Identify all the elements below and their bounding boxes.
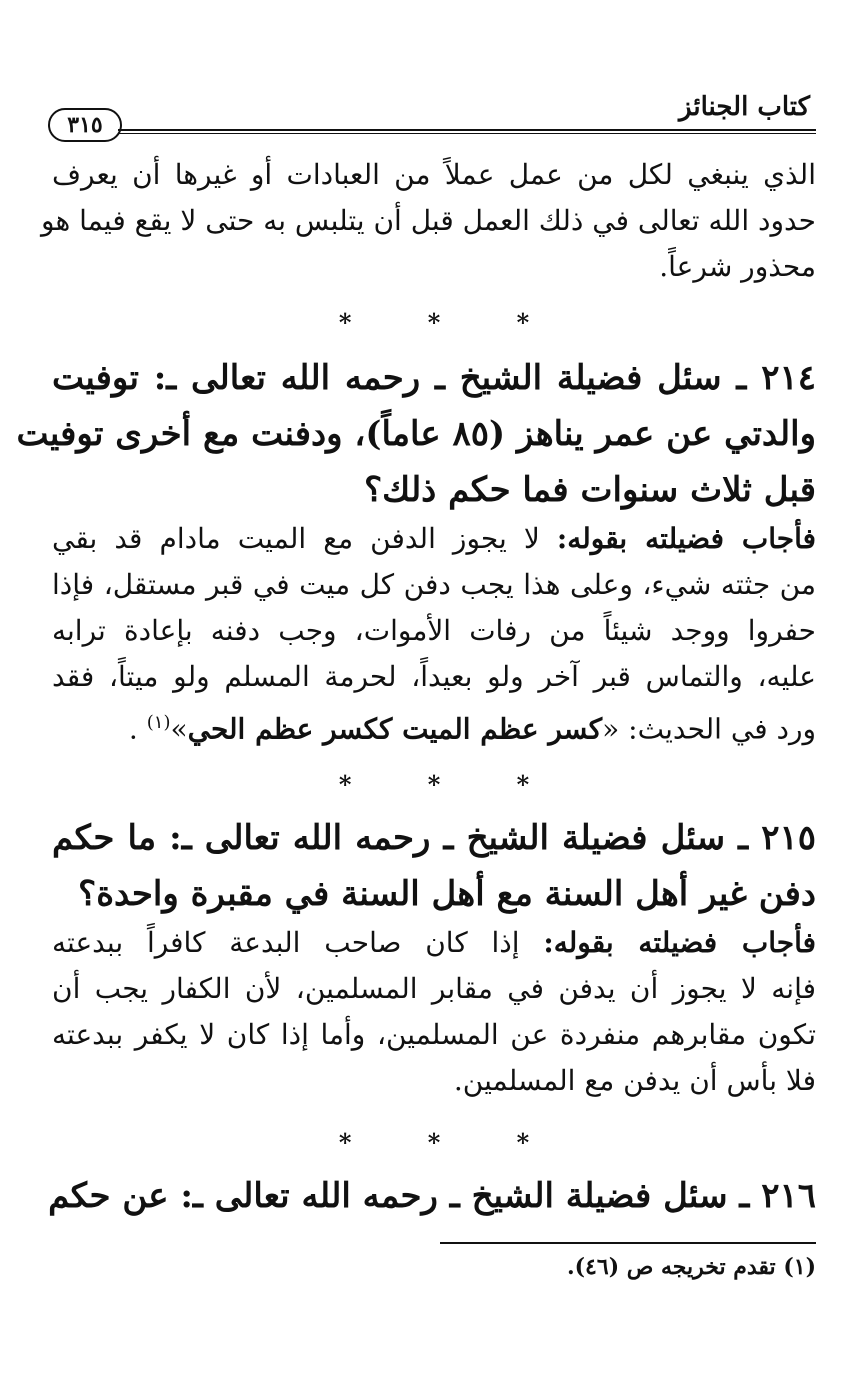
answer-line: فأجاب فضيلته بقوله: لا يجوز الدفن مع الميت مادام قد بقي [52,522,816,555]
question-line: قبل ثلاث سنوات فما حكم ذلك؟ [364,470,816,510]
answer-line: فلا بأس أن يدفن مع المسلمين. [453,1064,816,1097]
page-number: ٣١٥ [48,108,122,142]
footnote: (١) تقدم تخريجه ص (٤٦). [566,1254,816,1280]
question-line: ٢١٦ ـ سئل فضيلة الشيخ ـ رحمه الله تعالى ـ: عن حكم [48,1176,816,1216]
answer-lead: فأجاب فضيلته بقوله: [543,926,816,959]
intro-paragraph [41,152,816,290]
answer-214 [52,516,816,752]
answer-line: عليه، والتماس قبر آخر ولو بعيداً، لحرمة المسلم ولو ميتاً، فقد [52,660,816,693]
header-rule [118,129,816,134]
question-line: ٢١٤ ـ سئل فضيلة الشيخ ـ رحمه الله تعالى ـ: توفيت [52,358,816,398]
text-line: الذي ينبغي لكل من عمل عملاً من العبادات أو غيرها أن يعرف [52,158,816,191]
answer-line: حفروا ووجد شيئاً من رفات الأموات، وجب دفنه بإعادة ترابه [52,614,816,647]
text-line: محذور شرعاً. [659,250,816,283]
hadith-quote: كسر عظم الميت ككسر عظم الحي [187,712,603,746]
footnote-divider [440,1242,816,1244]
answer-line: من جثته شيء، وعلى هذا يجب دفن كل ميت في قبر مستقل، فإذا [52,568,816,601]
section-separator: * * * [338,1128,564,1157]
question-215 [52,810,816,922]
footnote-ref: (١) [146,712,171,733]
chapter-title: كتاب الجنائز [679,92,810,122]
text-line: حدود الله تعالى في ذلك العمل قبل أن يتلبس به حتى لا يقع فيما هو [41,204,816,237]
question-line: دفن غير أهل السنة مع أهل السنة في مقبرة واحدة؟ [78,874,816,914]
answer-lead: فأجاب فضيلته بقوله: [556,522,816,555]
question-216 [48,1168,816,1224]
question-line: والدتي عن عمر يناهز (٨٥ عاماً)، ودفنت مع أخرى توفيت [16,414,816,454]
section-separator: * * * [338,308,564,337]
section-separator: * * * [338,770,564,799]
answer-215 [52,920,816,1104]
question-line: ٢١٥ ـ سئل فضيلة الشيخ ـ رحمه الله تعالى ـ: ما حكم [52,818,816,858]
page-header [48,92,816,140]
answer-line: فإنه لا يجوز أن يدفن في مقابر المسلمين، لأن الكفار يجب أن [52,972,816,1005]
answer-line: ورد في الحديث: «كسر عظم الميت ككسر عظم الحي»$^{(١)}$ . [128,712,816,746]
answer-line: تكون مقابرهم منفردة عن المسلمين، وأما إذا كان لا يكفر ببدعته [52,1018,816,1051]
question-214 [16,350,816,518]
answer-line: فأجاب فضيلته بقوله: إذا كان صاحب البدعة كافراً ببدعته [52,926,816,959]
